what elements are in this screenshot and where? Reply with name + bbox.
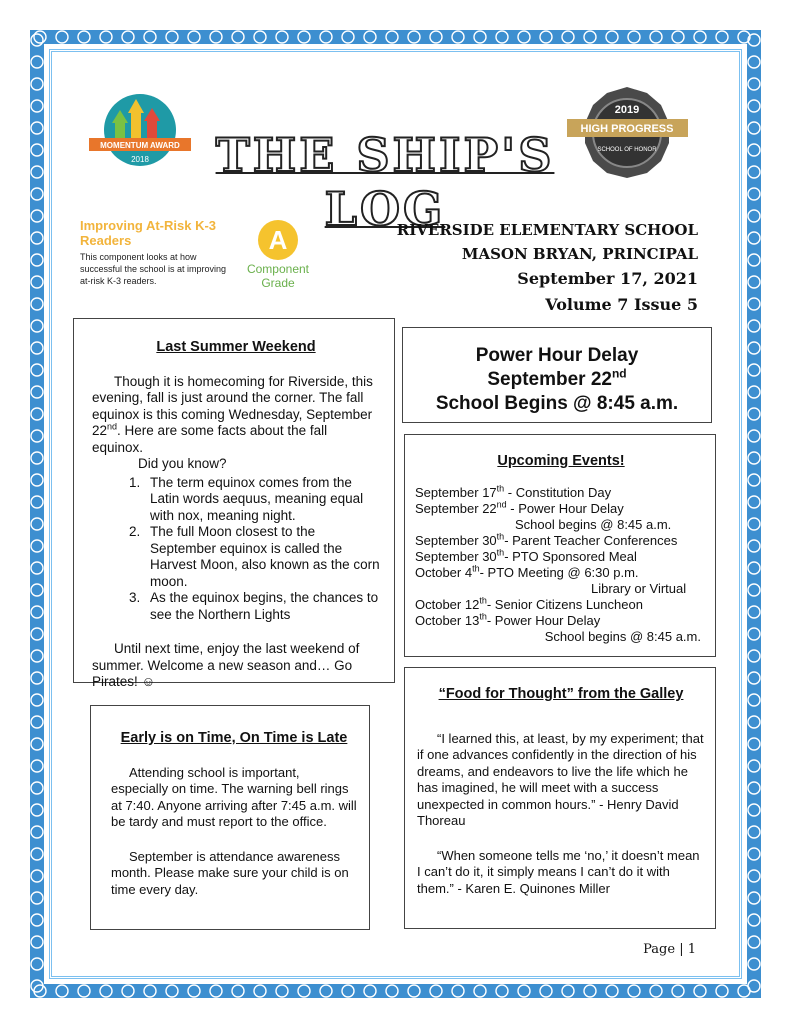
power-hour-sup: nd — [611, 366, 627, 381]
food-for-thought-box — [404, 667, 716, 929]
summer-intro-text: Though it is homecoming for Riverside, this evening, fall is just around the corner. The fall equinox is this coming Wednesday, September 22 — [92, 373, 373, 438]
principal-name: MASON BRYAN, PRINCIPAL — [461, 245, 698, 263]
knot-loop — [31, 210, 43, 222]
school-of-honor-text: SCHOOL OF HONOR — [597, 147, 657, 153]
event-row — [415, 565, 707, 581]
knot-loop — [474, 985, 486, 997]
power-hour-date: September 22 — [487, 369, 612, 390]
knot-loop — [31, 782, 43, 794]
knot-loop — [31, 188, 43, 200]
knot-loop — [452, 31, 464, 43]
knot-loop — [364, 31, 376, 43]
summer-title: Last Summer Weekend — [156, 339, 316, 355]
knot-loop — [606, 31, 618, 43]
summer-intro — [92, 374, 380, 457]
knot-loop — [298, 985, 310, 997]
page-number: Page | 1 — [643, 942, 696, 957]
event-sup: th — [496, 483, 505, 494]
knot-loop — [518, 985, 530, 997]
attendance-title: Early is on Time, On Time is Late — [120, 730, 348, 746]
power-hour-line3: School Begins @ 8:45 a.m. — [435, 393, 679, 414]
knot-loop — [748, 452, 760, 464]
knot-loop — [748, 760, 760, 772]
knot-loop — [748, 254, 760, 266]
knot-loop — [748, 496, 760, 508]
knot-loop — [100, 985, 112, 997]
knot-loop — [540, 985, 552, 997]
knot-loop — [716, 985, 728, 997]
knot-loop — [650, 31, 662, 43]
knot-loop — [122, 31, 134, 43]
knot-loop — [31, 848, 43, 860]
event-subline: Library or Virtual — [591, 581, 687, 596]
knot-loop — [748, 606, 760, 618]
issue-volume: Volume 7 Issue 5 — [545, 295, 698, 314]
knot-loop — [31, 650, 43, 662]
knot-loop — [31, 408, 43, 420]
knot-loop — [748, 958, 760, 970]
knot-loop — [56, 985, 68, 997]
summer-article — [73, 318, 395, 689]
knot-loop — [540, 31, 552, 43]
events-title: Upcoming Events! — [497, 453, 625, 469]
component-block — [80, 218, 230, 287]
high-progress-text: HIGH PROGRESS — [580, 123, 674, 135]
event-row — [415, 501, 707, 517]
knot-loop — [748, 386, 760, 398]
knot-loop — [748, 320, 760, 332]
knot-loop — [31, 804, 43, 816]
knot-loop — [31, 716, 43, 728]
event-subline: School begins @ 8:45 a.m. — [515, 517, 672, 532]
knot-loop — [31, 56, 43, 68]
grade-circle: A — [258, 220, 298, 260]
knot-loop — [298, 31, 310, 43]
knot-loop — [748, 848, 760, 860]
knot-loop — [748, 562, 760, 574]
knot-loop — [628, 985, 640, 997]
knot-loop — [31, 166, 43, 178]
knot-loop — [166, 31, 178, 43]
knot-loop — [748, 584, 760, 596]
summer-intro-sup: nd — [107, 421, 118, 432]
grade-label: Component Grade — [246, 262, 310, 290]
knot-loop — [34, 31, 46, 43]
event-date: September 17 — [415, 485, 497, 500]
knot-loop — [496, 31, 508, 43]
knot-loop — [31, 760, 43, 772]
knot-loop — [31, 892, 43, 904]
knot-loop — [748, 364, 760, 376]
knot-loop — [748, 232, 760, 244]
knot-loop — [188, 985, 200, 997]
knot-loop — [31, 386, 43, 398]
knot-loop — [672, 31, 684, 43]
attendance-p2: September is attendance awareness month. Please make sure your child is on time every day. — [111, 848, 349, 897]
event-date: October 4 — [415, 565, 473, 580]
knot-loop — [386, 31, 398, 43]
knot-loop — [606, 985, 618, 997]
knot-loop — [31, 78, 43, 90]
knot-loop — [31, 496, 43, 508]
high-progress-year: 2019 — [614, 104, 640, 116]
knot-loop — [31, 958, 43, 970]
knot-loop — [31, 584, 43, 596]
knot-loop — [31, 826, 43, 838]
knot-loop — [31, 430, 43, 442]
knot-loop — [31, 870, 43, 882]
knot-loop — [342, 31, 354, 43]
power-hour-line2 — [403, 368, 711, 392]
knot-loop — [584, 31, 596, 43]
event-text: - Power Hour Delay — [486, 613, 601, 628]
knot-loop — [166, 985, 178, 997]
event-row — [415, 533, 707, 549]
masthead-title: THE SHIP'S LOG — [215, 128, 555, 236]
component-title: Improving At-Risk K-3 Readers — [80, 218, 217, 248]
event-date: September 30 — [415, 533, 497, 548]
knot-loop — [31, 320, 43, 332]
knot-loop — [144, 31, 156, 43]
knot-loop — [748, 870, 760, 882]
knot-loop — [748, 298, 760, 310]
momentum-award-text: MOMENTUM AWARD — [100, 141, 180, 150]
knot-loop — [430, 985, 442, 997]
event-text: - Constitution Day — [504, 485, 612, 500]
summer-intro-text-2: . Here are some facts about the fall equinox. — [92, 423, 328, 455]
fact-item: 3. As the equinox begins, the chances to see the Northern Lights — [144, 590, 380, 623]
event-sup: th — [479, 611, 487, 622]
event-sup: th — [496, 531, 505, 542]
knot-loop — [748, 694, 760, 706]
knot-loop — [276, 31, 288, 43]
knot-loop — [518, 31, 530, 43]
momentum-award-badge — [85, 92, 195, 172]
knot-loop — [408, 985, 420, 997]
knot-loop — [748, 474, 760, 486]
event-text: - Parent Teacher Conferences — [504, 533, 678, 548]
knot-loop — [254, 985, 266, 997]
knot-loop — [320, 31, 332, 43]
knot-loop — [672, 985, 684, 997]
knot-loop — [386, 985, 398, 997]
knot-loop — [430, 31, 442, 43]
event-row — [415, 485, 707, 501]
event-text: - Senior Citizens Luncheon — [486, 597, 643, 612]
fact-item: 2. The full Moon closest to the September equinox is called the Harvest Moon, also known as the corn moon. — [144, 524, 380, 590]
event-date: September 22 — [415, 501, 497, 516]
knot-loop — [748, 628, 760, 640]
knot-loop — [748, 188, 760, 200]
power-hour-box — [402, 327, 712, 423]
knot-loop — [78, 31, 90, 43]
event-sup: th — [472, 563, 480, 574]
school-name: RIVERSIDE ELEMENTARY SCHOOL — [396, 221, 698, 239]
knot-loop — [31, 364, 43, 376]
knot-loop — [210, 985, 222, 997]
knot-loop — [748, 738, 760, 750]
event-row — [415, 549, 707, 565]
knot-loop — [31, 276, 43, 288]
issue-date: September 17, 2021 — [517, 269, 698, 288]
events-box — [404, 434, 716, 657]
knot-loop — [748, 518, 760, 530]
event-row — [415, 613, 707, 629]
knot-loop — [748, 430, 760, 442]
knot-loop — [31, 738, 43, 750]
event-text: - PTO Meeting @ 6:30 p.m. — [479, 565, 639, 580]
knot-loop — [748, 980, 760, 992]
knot-loop — [496, 985, 508, 997]
knot-loop — [748, 672, 760, 684]
power-hour-line1: Power Hour Delay — [475, 345, 639, 366]
knot-loop — [31, 144, 43, 156]
knot-loop — [31, 694, 43, 706]
knot-loop — [474, 31, 486, 43]
knot-loop — [31, 628, 43, 640]
knot-loop — [748, 122, 760, 134]
knot-loop — [100, 31, 112, 43]
did-you-know: Did you know? — [138, 456, 227, 471]
fact-item: 1. The term equinox comes from the Latin words aequus, meaning equal with nox, meaning night. — [144, 475, 380, 525]
knot-loop — [716, 31, 728, 43]
high-progress-badge — [565, 85, 690, 180]
knot-loop — [31, 474, 43, 486]
attendance-box — [90, 705, 370, 930]
knot-loop — [31, 672, 43, 684]
knot-loop — [254, 31, 266, 43]
knot-loop — [748, 342, 760, 354]
knot-loop — [694, 985, 706, 997]
knot-loop — [748, 892, 760, 904]
knot-loop — [342, 985, 354, 997]
quote-thoreau: “I learned this, at least, by my experiment; that if one advances confidently in the direction of his dreams, and endeavors to live the life which he has imagined, he will meet with a success unexpected in common hours.” - Henry David Thoreau — [417, 730, 704, 828]
knot-loop — [748, 100, 760, 112]
quote-miller: “When someone tells me ‘no,’ it doesn’t mean I can’t do it, it simply means I can’t do it with them.” - Karen E. Quinones Miller — [417, 847, 700, 896]
attendance-p1: Attending school is important, especially on time. The warning bell rings at 7:40. Anyone arriving after 7:45 a.m. will be tardy and must report to the office. — [111, 764, 357, 829]
knot-loop — [748, 826, 760, 838]
knot-loop — [144, 985, 156, 997]
knot-loop — [584, 985, 596, 997]
summer-closing: Until next time, enjoy the last weekend of summer. Welcome a new season and… Go Pirates! ☺ — [92, 641, 360, 689]
knot-loop — [408, 31, 420, 43]
food-title: “Food for Thought” from the Galley — [438, 686, 684, 702]
knot-loop — [320, 985, 332, 997]
knot-loop — [31, 936, 43, 948]
knot-loop — [232, 31, 244, 43]
knot-loop — [748, 166, 760, 178]
knot-loop — [694, 31, 706, 43]
knot-loop — [31, 254, 43, 266]
knot-loop — [748, 650, 760, 662]
event-sup: th — [496, 547, 505, 558]
knot-loop — [31, 606, 43, 618]
knot-loop — [31, 232, 43, 244]
knot-loop — [31, 34, 43, 46]
knot-loop — [31, 122, 43, 134]
knot-loop — [748, 914, 760, 926]
event-sup: nd — [496, 499, 507, 510]
knot-loop — [31, 518, 43, 530]
momentum-award-year: 2018 — [131, 155, 149, 164]
facts-list — [92, 475, 380, 624]
component-description: This component looks at how successful the school is at improving at-risk K-3 readers. — [80, 252, 227, 286]
knot-loop — [748, 210, 760, 222]
knot-loop — [56, 31, 68, 43]
event-date: October 13 — [415, 613, 480, 628]
knot-loop — [210, 31, 222, 43]
event-row — [415, 597, 707, 613]
knot-loop — [78, 985, 90, 997]
knot-loop — [31, 342, 43, 354]
knot-loop — [31, 100, 43, 112]
knot-loop — [748, 716, 760, 728]
knot-loop — [452, 985, 464, 997]
knot-loop — [562, 985, 574, 997]
knot-loop — [748, 78, 760, 90]
knot-loop — [748, 804, 760, 816]
knot-loop — [31, 540, 43, 552]
knot-loop — [31, 452, 43, 464]
knot-loop — [562, 31, 574, 43]
school-info — [397, 218, 698, 318]
knot-loop — [748, 276, 760, 288]
knot-loop — [276, 985, 288, 997]
knot-loop — [628, 31, 640, 43]
knot-loop — [748, 408, 760, 420]
knot-loop — [122, 985, 134, 997]
knot-loop — [31, 914, 43, 926]
event-subline: School begins @ 8:45 a.m. — [544, 629, 701, 644]
event-text: - PTO Sponsored Meal — [504, 549, 637, 564]
knot-loop — [748, 540, 760, 552]
knot-loop — [748, 782, 760, 794]
knot-loop — [650, 985, 662, 997]
event-text: - Power Hour Delay — [506, 501, 624, 516]
knot-loop — [188, 31, 200, 43]
knot-loop — [31, 298, 43, 310]
knot-loop — [232, 985, 244, 997]
knot-loop — [748, 56, 760, 68]
knot-loop — [748, 936, 760, 948]
event-date: September 30 — [415, 549, 497, 564]
knot-loop — [31, 562, 43, 574]
knot-loop — [748, 144, 760, 156]
event-date: October 12 — [415, 597, 480, 612]
knot-loop — [364, 985, 376, 997]
event-sup: th — [479, 595, 487, 606]
